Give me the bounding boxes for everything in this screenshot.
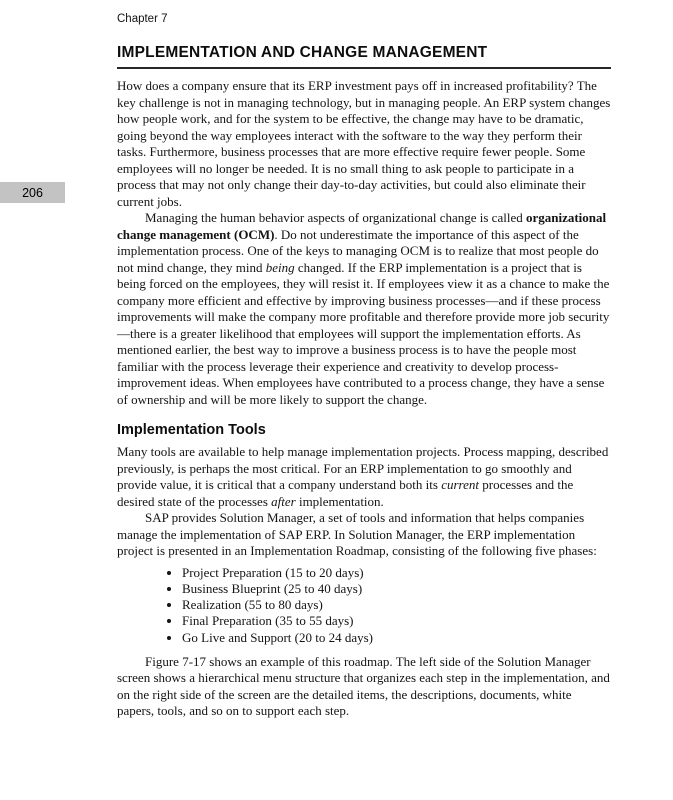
bullet-item: • Business Blueprint (25 to 40 days) — [182, 581, 611, 597]
body-text: How does a company ensure that its ERP investment pays off in increased profitability? The key challenge is not in managing technology, but in managing people. An ERP system changes how people work, and for the system to be effective, the change may have to be dramatic, going beyond the way employees interact with the software to the way they perform their tasks. Furthermore, business processes that are more effective require fewer people. Some employees will no longer be needed. It is no small thing to ask people to participate in a process that may not only change their day-to-day activities, but could also eliminate their current jobs. — [117, 78, 611, 209]
page-content — [117, 13, 611, 720]
body-text: . Do not underestimate the importance of this aspect of the implementation process. One of the keys to managing OCM is to realize that most people do not mind change, they mind — [117, 226, 599, 275]
body-text: SAP provides Solution Manager, a set of tools and information that helps companies manage the implementation of SAP ERP. In Solution Manager, the ERP implementation project is presented in an Implementation Roadmap, consisting of the following five phases: — [117, 510, 597, 558]
bullet-item: • Go Live and Support (20 to 24 days) — [182, 630, 611, 646]
bold-text: organizational change management (OCM) — [117, 210, 607, 242]
paragraph — [117, 654, 611, 720]
bullet-item: • Final Preparation (35 to 55 days) — [182, 613, 611, 629]
section-heading: Implementation Tools — [117, 422, 266, 438]
italic-text: being — [265, 259, 295, 275]
paragraph — [117, 444, 611, 510]
bullet-item: • Realization (55 to 80 days) — [182, 597, 611, 613]
italic-text: current — [441, 477, 479, 492]
body-text: Many tools are available to help manage implementation projects. Process mapping, described previously, is perhaps the most critical. For an ERP implementation to go smoothly and provide value, it is critical that a company understand both its — [117, 444, 609, 492]
body-text: Figure 7-17 shows an example of this roadmap. The left side of the Solution Manager screen shows a hierarchical menu structure that organizes each step in the implementation, and on the right side of the screen are the detailed items, the descriptions, documents, white papers, tools, and so on to support each step. — [117, 653, 610, 719]
body-text: changed. If the ERP implementation is a project that is being forced on the employees, they will resist it. If employees view it as a chance to make the company more efficient and effective by improving business processes—and if these process improvements will make the company more profitable and therefore provide more job security—there is a greater likelihood that employees will support the implementation efforts. As mentioned earlier, the best way to improve a business process is to have the people most familiar with the process leverage their experience and creativity to develop process-improvement ideas. When employees have contributed to a process change, they have a sense of ownership and will be more likely to support the change. — [117, 259, 610, 407]
bullet-list — [165, 565, 611, 646]
page-body — [117, 78, 611, 720]
italic-text: after — [271, 493, 296, 509]
paragraph — [117, 510, 611, 560]
page-number: 206 — [22, 185, 43, 200]
bullet-item: • Project Preparation (15 to 20 days) — [182, 565, 611, 581]
body-text: implementation. — [295, 493, 384, 509]
body-text: Managing the human behavior aspects of organizational change is called — [145, 210, 526, 225]
paragraph — [117, 210, 611, 408]
page-number-tab — [0, 182, 65, 203]
chapter-title: IMPLEMENTATION AND CHANGE MANAGEMENT — [117, 44, 611, 69]
running-header: Chapter 7 — [117, 13, 168, 25]
paragraph — [117, 78, 611, 210]
body-text: processes and the desired state of the processes — [117, 477, 574, 509]
